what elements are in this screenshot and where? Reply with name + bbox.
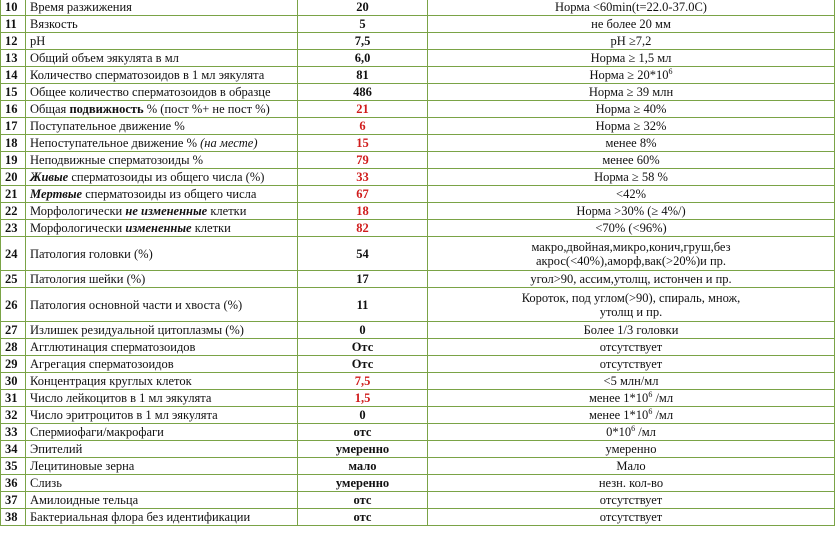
reference-norm-exponent: 6 bbox=[631, 423, 636, 433]
reference-norm bbox=[428, 84, 835, 101]
row-number: 12 bbox=[1, 33, 26, 50]
parameter-name-text: pH bbox=[30, 34, 46, 48]
reference-norm bbox=[428, 186, 835, 203]
result-value: отс bbox=[298, 509, 428, 526]
reference-norm-text: Норма ≥ 39 млн bbox=[588, 85, 674, 99]
result-value: 0 bbox=[298, 322, 428, 339]
row-number: 23 bbox=[1, 220, 26, 237]
table-row bbox=[1, 186, 835, 203]
parameter-name-text: Излишек резидуальной цитоплазмы (%) bbox=[30, 323, 244, 337]
result-value: умеренно bbox=[298, 441, 428, 458]
table-row bbox=[1, 424, 835, 441]
reference-norm bbox=[428, 407, 835, 424]
reference-norm-text: pH ≥7,2 bbox=[610, 34, 652, 48]
parameter-name bbox=[26, 118, 298, 135]
parameter-name-emphasis bbox=[30, 187, 82, 201]
result-value: 6 bbox=[298, 118, 428, 135]
result-value: 1,5 bbox=[298, 390, 428, 407]
reference-norm bbox=[428, 424, 835, 441]
result-value: Отс bbox=[298, 356, 428, 373]
parameter-name bbox=[26, 33, 298, 50]
parameter-name bbox=[26, 152, 298, 169]
table-row bbox=[1, 475, 835, 492]
parameter-name-text: Слизь bbox=[30, 476, 62, 490]
table-row bbox=[1, 390, 835, 407]
reference-norm-text: <70% (<96%) bbox=[595, 221, 667, 235]
row-number: 33 bbox=[1, 424, 26, 441]
table-row bbox=[1, 271, 835, 288]
parameter-name-emphasis: подвижность bbox=[69, 102, 144, 116]
result-value: 79 bbox=[298, 152, 428, 169]
table-row bbox=[1, 152, 835, 169]
reference-norm-line: Короток, под углом(>90), спираль, множ, bbox=[521, 290, 741, 305]
parameter-name-emphasis bbox=[125, 204, 207, 218]
reference-norm-text: /мл bbox=[652, 391, 674, 405]
table-row bbox=[1, 169, 835, 186]
reference-norm-text: Норма ≥ 32% bbox=[595, 119, 667, 133]
result-value: отс bbox=[298, 492, 428, 509]
parameter-name bbox=[26, 50, 298, 67]
parameter-name bbox=[26, 135, 298, 152]
table-row bbox=[1, 509, 835, 526]
row-number: 18 bbox=[1, 135, 26, 152]
spermogram-table-body bbox=[1, 0, 835, 526]
result-value: 0 bbox=[298, 407, 428, 424]
table-row bbox=[1, 373, 835, 390]
row-number: 17 bbox=[1, 118, 26, 135]
row-number: 16 bbox=[1, 101, 26, 118]
row-number: 21 bbox=[1, 186, 26, 203]
reference-norm-text: угол>90, ассим,утолщ, истончен и пр. bbox=[530, 272, 732, 286]
parameter-name-text: Общий объем эякулята в мл bbox=[30, 51, 179, 65]
parameter-name-text: Агрегация сперматозоидов bbox=[30, 357, 174, 371]
reference-norm bbox=[428, 288, 835, 322]
parameter-name-italic: (на месте) bbox=[200, 136, 258, 150]
parameter-name-text: Морфологически bbox=[30, 204, 126, 218]
row-number: 13 bbox=[1, 50, 26, 67]
row-number: 14 bbox=[1, 67, 26, 84]
reference-norm-text: Норма >30% (≥ 4%/) bbox=[576, 204, 686, 218]
table-row bbox=[1, 135, 835, 152]
reference-norm bbox=[428, 33, 835, 50]
row-number: 31 bbox=[1, 390, 26, 407]
parameter-name-text: Концентрация круглых клеток bbox=[30, 374, 192, 388]
parameter-name bbox=[26, 16, 298, 33]
parameter-name bbox=[26, 424, 298, 441]
row-number: 29 bbox=[1, 356, 26, 373]
reference-norm-text: Норма ≥ 1,5 мл bbox=[590, 51, 672, 65]
reference-norm bbox=[428, 322, 835, 339]
reference-norm-text: отсутствует bbox=[599, 340, 663, 354]
reference-norm-line: макро,двойная,микро,конич,груш,без bbox=[531, 239, 731, 254]
parameter-name-text: Морфологически bbox=[30, 221, 126, 235]
reference-norm-text: Более 1/3 головки bbox=[583, 323, 679, 337]
parameter-name-text: Число лейкоцитов в 1 мл эякулята bbox=[30, 391, 212, 405]
parameter-name bbox=[26, 322, 298, 339]
parameter-name bbox=[26, 186, 298, 203]
reference-norm-text: Норма ≥ 40% bbox=[595, 102, 667, 116]
parameter-name-emphasis-text: Мертвые bbox=[30, 187, 83, 201]
parameter-name-text: Агглютинация сперматозоидов bbox=[30, 340, 196, 354]
reference-norm bbox=[428, 135, 835, 152]
row-number: 28 bbox=[1, 339, 26, 356]
reference-norm-text: менее 60% bbox=[602, 153, 660, 167]
reference-norm bbox=[428, 169, 835, 186]
result-value: 15 bbox=[298, 135, 428, 152]
table-row bbox=[1, 203, 835, 220]
parameter-name bbox=[26, 373, 298, 390]
table-row bbox=[1, 67, 835, 84]
reference-norm-text: <42% bbox=[616, 187, 646, 201]
result-value: мало bbox=[298, 458, 428, 475]
parameter-name-text: Непоступательное движение % bbox=[30, 136, 201, 150]
parameter-name-text: клетки bbox=[191, 221, 231, 235]
reference-norm-text: /мл bbox=[652, 408, 674, 422]
reference-norm bbox=[428, 458, 835, 475]
reference-norm bbox=[428, 118, 835, 135]
reference-norm bbox=[428, 220, 835, 237]
parameter-name-text: Патология головки (%) bbox=[30, 246, 153, 261]
table-row bbox=[1, 220, 835, 237]
reference-norm bbox=[428, 101, 835, 118]
parameter-name bbox=[26, 220, 298, 237]
reference-norm-exponent: 6 bbox=[648, 389, 653, 399]
reference-norm-text: не более 20 мм bbox=[591, 17, 671, 31]
result-value: 54 bbox=[298, 237, 428, 271]
result-value: Отс bbox=[298, 339, 428, 356]
result-value: 21 bbox=[298, 101, 428, 118]
table-row bbox=[1, 492, 835, 509]
reference-norm bbox=[428, 152, 835, 169]
reference-norm bbox=[428, 339, 835, 356]
parameter-name-text: сперматозоиды из общего числа (%) bbox=[68, 170, 265, 184]
table-row bbox=[1, 458, 835, 475]
row-number: 11 bbox=[1, 16, 26, 33]
row-number: 25 bbox=[1, 271, 26, 288]
reference-norm-text: 0*10 bbox=[606, 425, 632, 439]
row-number: 20 bbox=[1, 169, 26, 186]
reference-norm bbox=[428, 441, 835, 458]
parameter-name bbox=[26, 237, 298, 271]
parameter-name-text: Бактериальная флора без идентификации bbox=[30, 510, 251, 524]
reference-norm-text: менее 8% bbox=[605, 136, 657, 150]
row-number: 34 bbox=[1, 441, 26, 458]
table-row bbox=[1, 322, 835, 339]
reference-norm bbox=[428, 373, 835, 390]
reference-norm bbox=[428, 67, 835, 84]
table-row bbox=[1, 0, 835, 16]
parameter-name-text: Патология основной части и хвоста (%) bbox=[30, 297, 243, 312]
parameter-name bbox=[26, 475, 298, 492]
parameter-name bbox=[26, 0, 298, 16]
reference-norm bbox=[428, 0, 835, 16]
result-value: умеренно bbox=[298, 475, 428, 492]
reference-norm-text: отсутствует bbox=[599, 357, 663, 371]
reference-norm bbox=[428, 237, 835, 271]
parameter-name-text: % (пост %+ не пост %) bbox=[143, 102, 270, 116]
reference-norm bbox=[428, 356, 835, 373]
parameter-name bbox=[26, 492, 298, 509]
parameter-name bbox=[26, 271, 298, 288]
reference-norm-text: менее 1*10 bbox=[588, 408, 649, 422]
parameter-name-text: Общая bbox=[30, 102, 70, 116]
reference-norm bbox=[428, 390, 835, 407]
reference-norm-text: отсутствует bbox=[599, 493, 663, 507]
table-row bbox=[1, 441, 835, 458]
parameter-name-text: клетки bbox=[207, 204, 247, 218]
result-value: 486 bbox=[298, 84, 428, 101]
parameter-name-text: Время разжижения bbox=[30, 0, 132, 14]
reference-norm-exponent: 6 bbox=[648, 406, 653, 416]
row-number: 27 bbox=[1, 322, 26, 339]
reference-norm-text: Норма <60min(t=22.0-37.0С) bbox=[555, 0, 707, 14]
table-row bbox=[1, 339, 835, 356]
parameter-name bbox=[26, 458, 298, 475]
reference-norm bbox=[428, 16, 835, 33]
result-value: 17 bbox=[298, 271, 428, 288]
parameter-name-text: сперматозоиды из общего числа bbox=[82, 187, 257, 201]
row-number: 24 bbox=[1, 237, 26, 271]
parameter-name-emphasis-text: Живые bbox=[30, 170, 69, 184]
reference-norm bbox=[428, 492, 835, 509]
result-value: 81 bbox=[298, 67, 428, 84]
parameter-name bbox=[26, 390, 298, 407]
reference-norm-text: /мл bbox=[635, 425, 656, 439]
result-value: 5 bbox=[298, 16, 428, 33]
parameter-name-text: Спермиофаги/макрофаги bbox=[30, 425, 164, 439]
parameter-name bbox=[26, 67, 298, 84]
result-value: 33 bbox=[298, 169, 428, 186]
reference-norm-line: акрос(<40%),аморф,вак(>20%)и пр. bbox=[535, 253, 727, 268]
result-value: 20 bbox=[298, 0, 428, 16]
table-row bbox=[1, 33, 835, 50]
table-row bbox=[1, 50, 835, 67]
row-number: 36 bbox=[1, 475, 26, 492]
parameter-name-emphasis bbox=[30, 170, 68, 184]
parameter-name bbox=[26, 509, 298, 526]
reference-norm-text: умеренно bbox=[605, 442, 657, 456]
reference-norm-text: менее 1*10 bbox=[588, 391, 649, 405]
reference-norm-text: Норма ≥ 20*10 bbox=[589, 68, 669, 82]
reference-norm-exponent: 6 bbox=[668, 66, 673, 76]
table-row bbox=[1, 118, 835, 135]
row-number: 32 bbox=[1, 407, 26, 424]
result-value: 7,5 bbox=[298, 373, 428, 390]
result-value: отс bbox=[298, 424, 428, 441]
table-row bbox=[1, 16, 835, 33]
reference-norm-text: Мало bbox=[616, 459, 646, 473]
parameter-name-text: Амилоидные тельца bbox=[30, 493, 139, 507]
parameter-name-emphasis-text: измененные bbox=[125, 221, 192, 235]
reference-norm bbox=[428, 203, 835, 220]
parameter-name-text: Вязкость bbox=[30, 17, 78, 31]
row-number: 19 bbox=[1, 152, 26, 169]
table-row bbox=[1, 407, 835, 424]
reference-norm bbox=[428, 509, 835, 526]
reference-norm-text: Норма ≥ 58 % bbox=[594, 170, 668, 184]
parameter-name bbox=[26, 407, 298, 424]
result-value: 6,0 bbox=[298, 50, 428, 67]
parameter-name-text: Поступательное движение % bbox=[30, 119, 185, 133]
row-number: 38 bbox=[1, 509, 26, 526]
table-row bbox=[1, 356, 835, 373]
parameter-name-text: Количество сперматозоидов в 1 мл эякулята bbox=[30, 68, 265, 82]
row-number: 10 bbox=[1, 0, 26, 16]
parameter-name bbox=[26, 339, 298, 356]
parameter-name-emphasis bbox=[125, 221, 191, 235]
table-row bbox=[1, 84, 835, 101]
row-number: 35 bbox=[1, 458, 26, 475]
table-row bbox=[1, 101, 835, 118]
parameter-name bbox=[26, 169, 298, 186]
parameter-name bbox=[26, 441, 298, 458]
reference-norm-text: незн. кол-во bbox=[598, 476, 664, 490]
result-value: 11 bbox=[298, 288, 428, 322]
result-value: 7,5 bbox=[298, 33, 428, 50]
parameter-name-text: Лецитиновые зерна bbox=[30, 459, 135, 473]
parameter-name-text: Число эритроцитов в 1 мл эякулята bbox=[30, 408, 218, 422]
parameter-name bbox=[26, 84, 298, 101]
reference-norm bbox=[428, 50, 835, 67]
parameter-name bbox=[26, 288, 298, 322]
reference-norm-line: утолщ и пр. bbox=[599, 304, 663, 319]
parameter-name bbox=[26, 203, 298, 220]
reference-norm-text: отсутствует bbox=[599, 510, 663, 524]
parameter-name-text: Общее количество сперматозоидов в образце bbox=[30, 85, 271, 99]
row-number: 30 bbox=[1, 373, 26, 390]
table-row bbox=[1, 237, 835, 271]
parameter-name-text: Эпителий bbox=[30, 442, 83, 456]
parameter-name-text: Патология шейки (%) bbox=[30, 272, 146, 286]
parameter-name bbox=[26, 101, 298, 118]
reference-norm bbox=[428, 271, 835, 288]
table-row bbox=[1, 288, 835, 322]
result-value: 82 bbox=[298, 220, 428, 237]
parameter-name-text: Неподвижные сперматозоиды % bbox=[30, 153, 204, 167]
result-value: 67 bbox=[298, 186, 428, 203]
reference-norm bbox=[428, 475, 835, 492]
row-number: 15 bbox=[1, 84, 26, 101]
row-number: 37 bbox=[1, 492, 26, 509]
row-number: 22 bbox=[1, 203, 26, 220]
parameter-name-emphasis-text: не измененные bbox=[125, 204, 208, 218]
row-number: 26 bbox=[1, 288, 26, 322]
parameter-name bbox=[26, 356, 298, 373]
reference-norm-text: <5 млн/мл bbox=[603, 374, 659, 388]
result-value: 18 bbox=[298, 203, 428, 220]
